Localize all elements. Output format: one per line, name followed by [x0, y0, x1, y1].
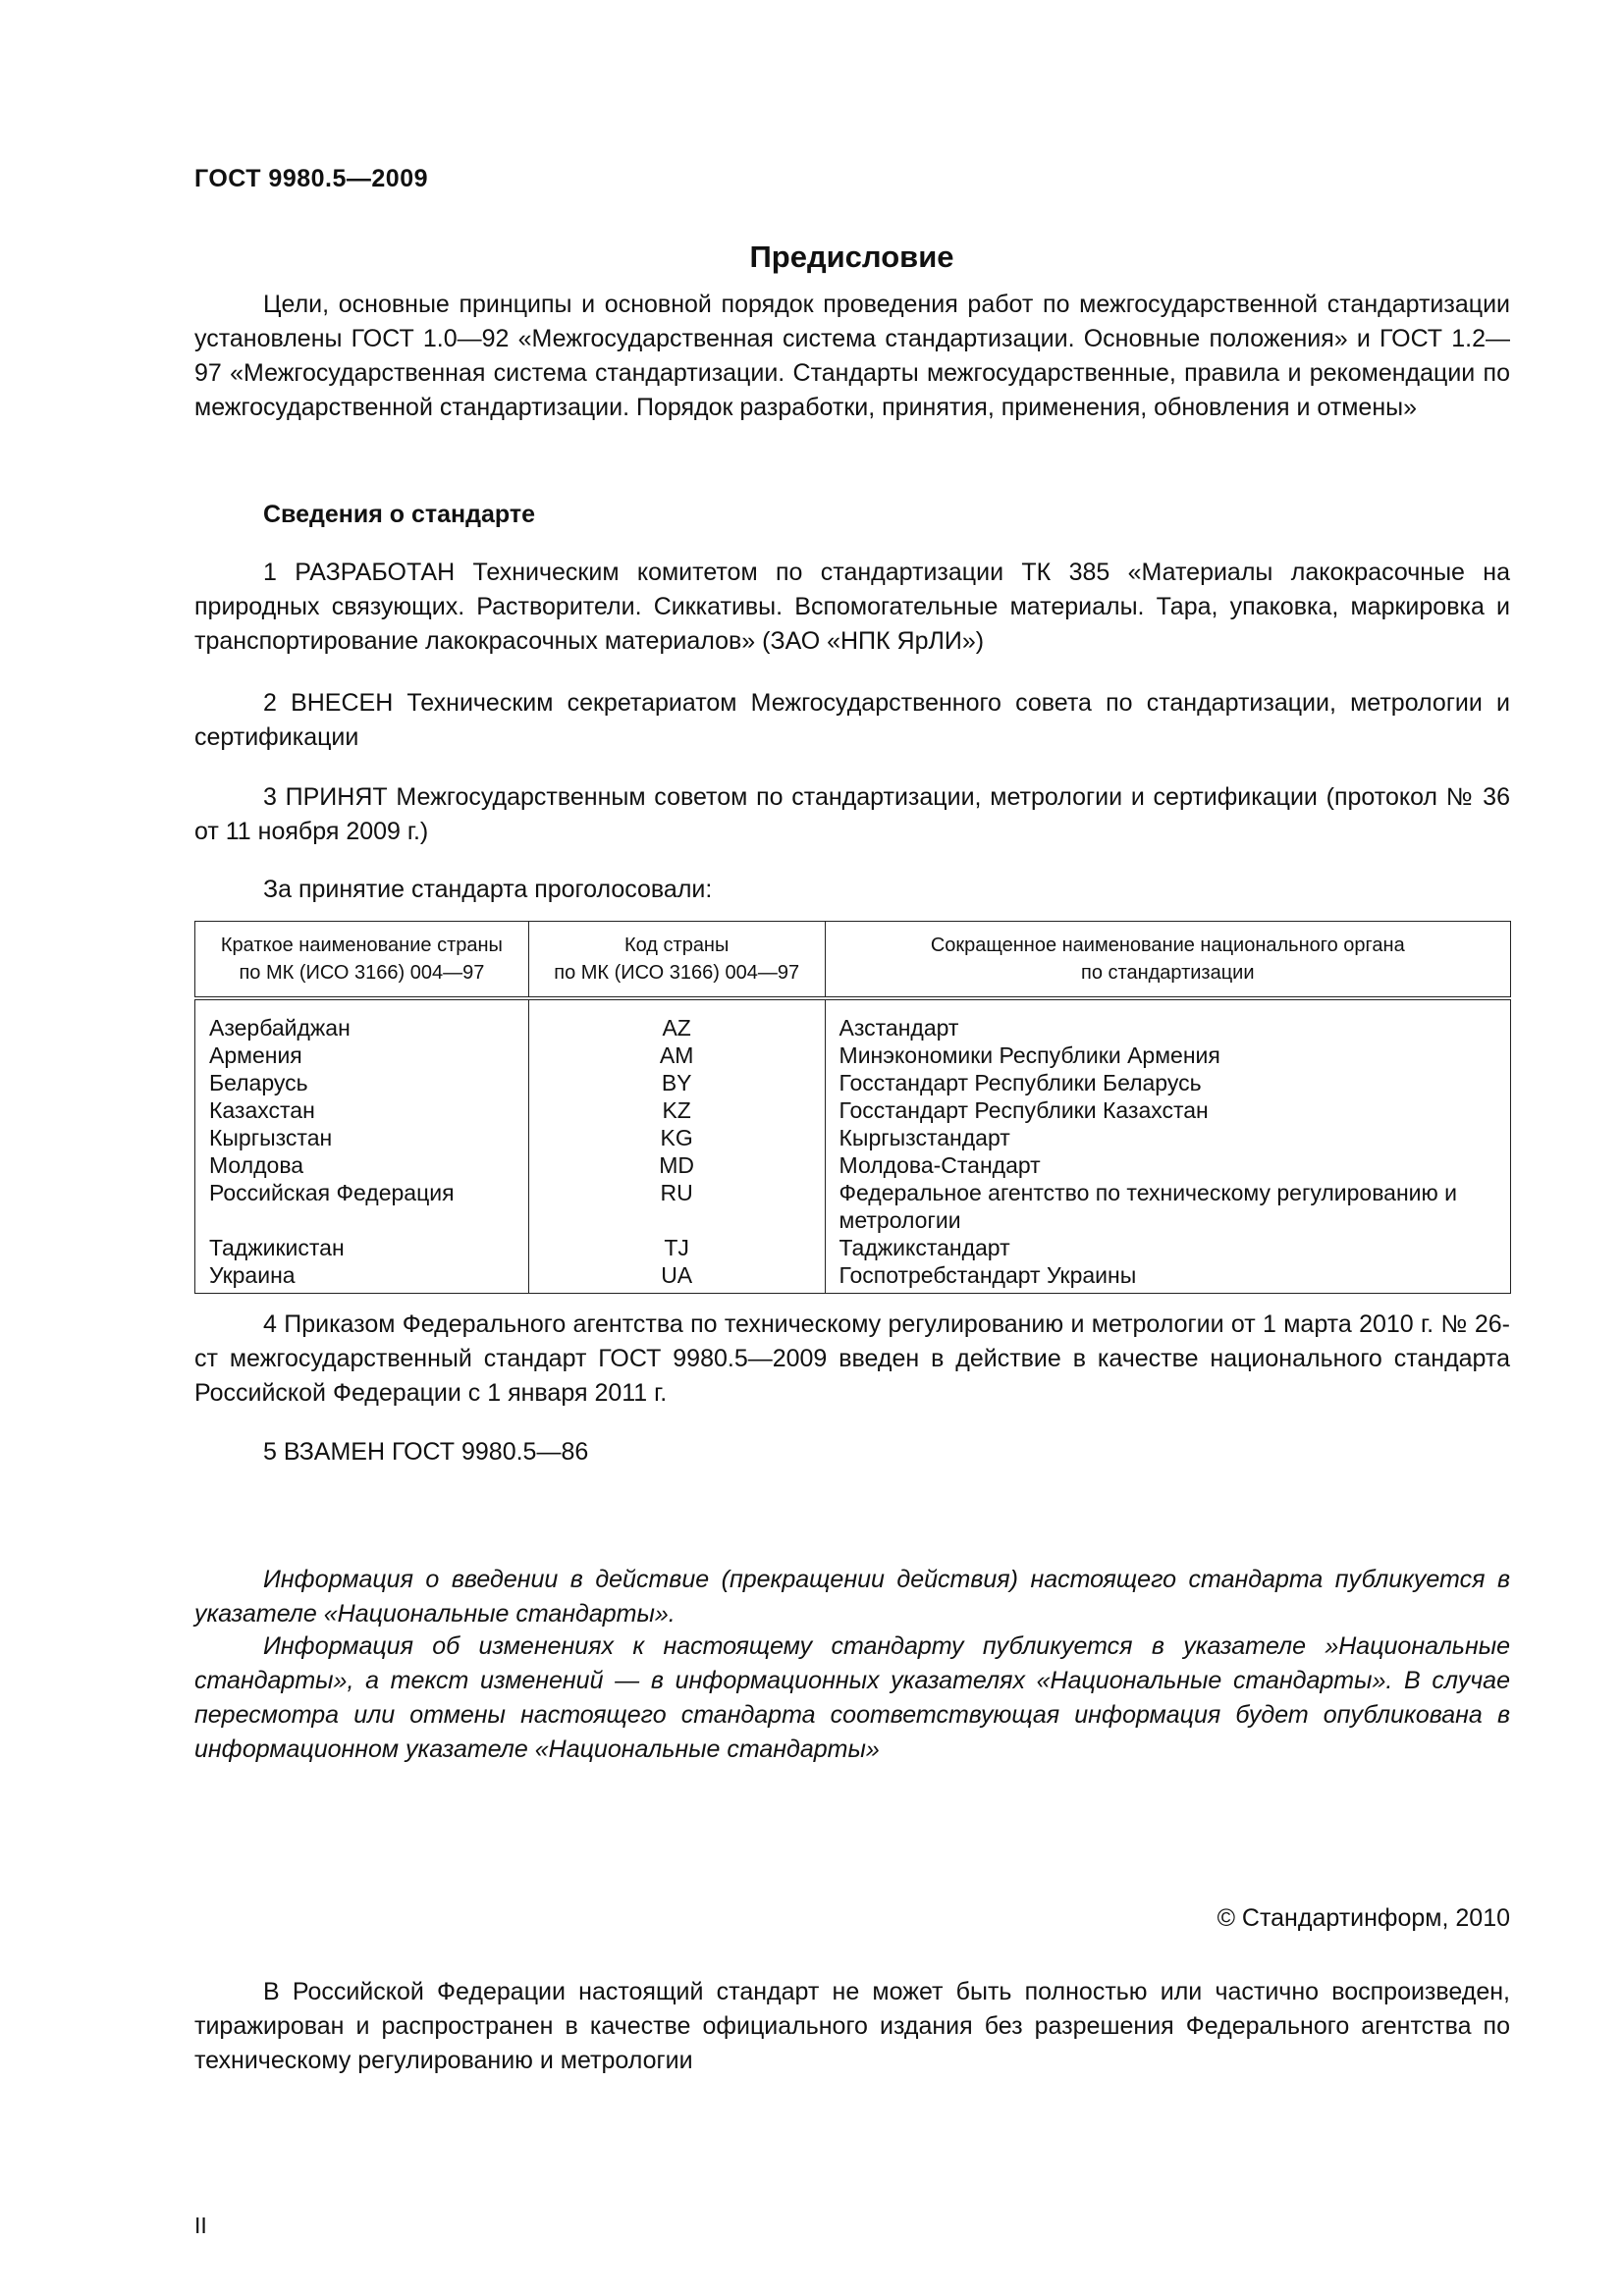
cell-body: Минэкономики Республики Армения — [825, 1041, 1510, 1069]
table-row — [195, 1179, 1511, 1234]
cell-code: KZ — [528, 1096, 825, 1124]
cell-body: Госстандарт Республики Беларусь — [825, 1069, 1510, 1096]
cell-code: UA — [528, 1261, 825, 1294]
cell-body: Азстандарт — [825, 998, 1510, 1041]
cell-body: Молдова-Стандарт — [825, 1151, 1510, 1179]
document-header: ГОСТ 9980.5—2009 — [194, 165, 429, 192]
table-header-row — [195, 922, 1511, 999]
cell-country: Азербайджан — [209, 1015, 351, 1041]
page-title: Предисловие — [749, 240, 954, 274]
item-5: 5 ВЗАМЕН ГОСТ 9980.5—86 — [263, 1438, 589, 1466]
table-row — [195, 1096, 1511, 1124]
item-3: 3 ПРИНЯТ Межгосударственным советом по стандартизации, метрологии и сертификации (протокол № 36 от 11 ноября 2009 г.) — [194, 783, 1510, 845]
cell-code: RU — [528, 1179, 825, 1234]
cell-body: Федеральное агентство по техническому регулированию и метрологии — [825, 1179, 1510, 1234]
votes-caption: За принятие стандарта проголосовали: — [263, 876, 713, 903]
cell-body: Кыргызстандарт — [825, 1124, 1510, 1151]
table-row — [195, 1069, 1511, 1096]
notice-publication: Информация о введении в действие (прекращении действия) настоящего стандарта публикуется в указателе «Национальные стандарты». — [194, 1566, 1510, 1628]
table-row — [195, 1261, 1511, 1294]
header-body — [825, 922, 1510, 999]
cell-code: BY — [528, 1069, 825, 1096]
rights-paragraph: В Российской Федерации настоящий стандарт не может быть полностью или частично воспроизведен, тиражирован и распространен в качестве официального издания без разрешения Федерального агентства по техническому регулированию и метрологии — [194, 1978, 1510, 2074]
item-2: 2 ВНЕСЕН Техническим секретариатом Межгосударственного совета по стандартизации, метрологии и сертификации — [194, 689, 1510, 751]
cell-body: Таджикстандарт — [825, 1234, 1510, 1261]
cell-code: MD — [528, 1151, 825, 1179]
cell-code: TJ — [528, 1234, 825, 1261]
header-country-line2: по МК (ИСО 3166) 004—97 — [239, 962, 485, 984]
header-code-line1: Код страны — [623, 934, 730, 956]
cell-code: KG — [528, 1124, 825, 1151]
table-row — [195, 1124, 1511, 1151]
table-row — [195, 1234, 1511, 1261]
cell-code: AM — [528, 1041, 825, 1069]
cell-country: Молдова — [209, 1152, 304, 1178]
cell-country: Казахстан — [209, 1097, 315, 1123]
cell-body: Госпотребстандарт Украины — [825, 1261, 1510, 1294]
cell-code: AZ — [528, 998, 825, 1041]
table-row — [195, 998, 1511, 1041]
header-body-line2: по стандартизации — [1081, 962, 1255, 984]
copyright-line: © Стандартинформ, 2010 — [1217, 1904, 1510, 1932]
section-subhead: Сведения о стандарте — [263, 501, 536, 528]
header-country — [195, 922, 529, 999]
intro-paragraph: Цели, основные принципы и основной порядок проведения работ по межгосударственной стандартизации установлены ГОСТ 1.0—92 «Межгосударственная система стандартизации. Основные положения» и ГОСТ 1.2—97 «Межгосударственная система стандартизации. Стандарты межгосударственные, правила и рекомендации по межгосударственной стандартизации. Порядок разработки, принятия, применения, обновления и отмены» — [194, 291, 1510, 421]
notice-changes: Информация об изменениях к настоящему стандарту публикуется в указателе »Национальные стандарты», а текст изменений — в информационных указателях «Национальные стандарты». В случае пересмотра или отмены настоящего стандарта соответствующая информация будет опубликована в информационном указателе «Национальные стандарты» — [194, 1632, 1510, 1763]
page-number: II — [194, 2213, 207, 2238]
header-country-line1: Краткое наименование страны — [220, 934, 503, 956]
header-code — [528, 922, 825, 999]
member-table — [194, 921, 1511, 1294]
table-row — [195, 1151, 1511, 1179]
cell-country: Армения — [209, 1042, 302, 1068]
cell-country: Российская Федерация — [209, 1180, 455, 1205]
cell-country: Таджикистан — [209, 1235, 345, 1260]
item-1: 1 РАЗРАБОТАН Техническим комитетом по стандартизации ТК 385 «Материалы лакокрасочные на природных связующих. Растворители. Сиккативы. Вспомогательные материалы. Тара, упаковка, маркировка и транспортирование лакокрасочных материалов» (ЗАО «НПК ЯрЛИ») — [194, 559, 1510, 655]
header-code-line2: по МК (ИСО 3166) 004—97 — [554, 962, 800, 984]
cell-country: Беларусь — [209, 1070, 308, 1095]
item-4: 4 Приказом Федерального агентства по техническому регулированию и метрологии от 1 марта 2010 г. № 26-ст межгосударственный стандарт ГОСТ 9980.5—2009 введен в действие в качестве национального стандарта Российской Федерации с 1 января 2011 г. — [194, 1310, 1510, 1407]
cell-country: Украина — [209, 1262, 296, 1288]
cell-body: Госстандарт Республики Казахстан — [825, 1096, 1510, 1124]
header-body-line1: Сокращенное наименование национального органа — [930, 934, 1405, 956]
table-row — [195, 1041, 1511, 1069]
cell-country: Кыргызстан — [209, 1125, 333, 1150]
